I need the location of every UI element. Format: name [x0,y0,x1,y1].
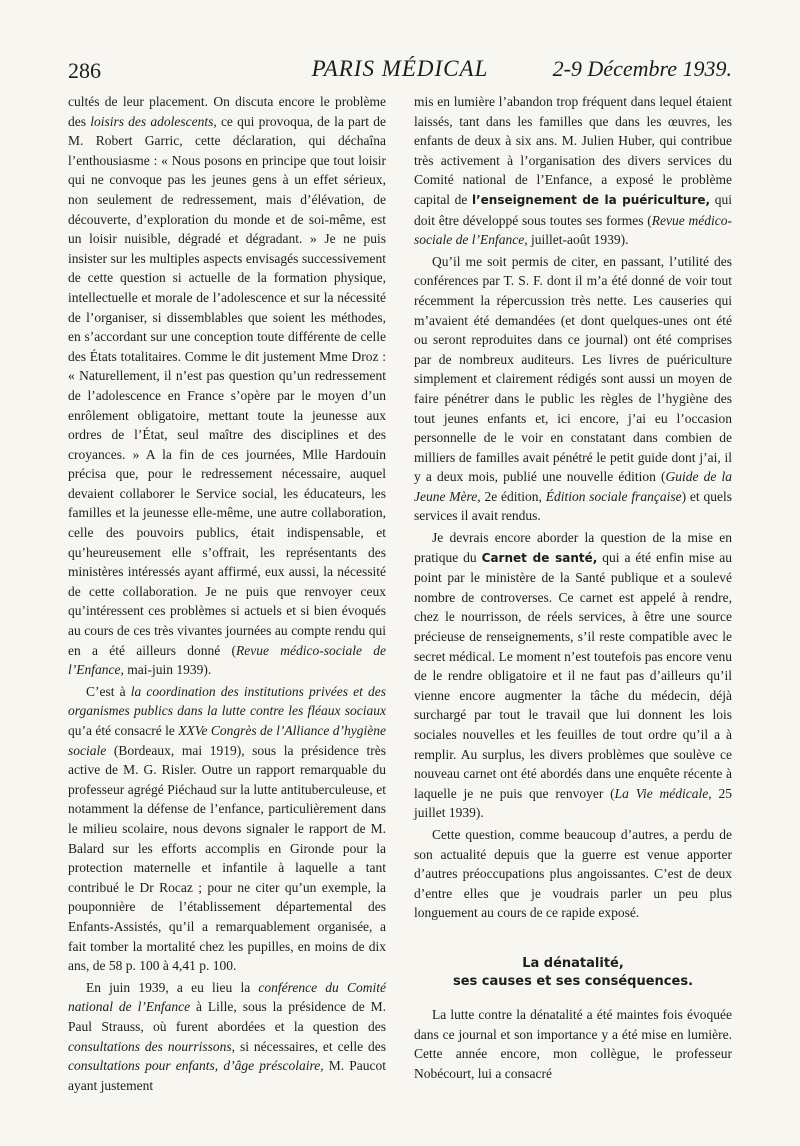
right-column [414,92,732,1083]
italic-run: XXVe Congrès de l’Alliance d’hygiène sociale [68,723,386,758]
page-number: 286 [68,58,101,83]
text-run: C’est à [86,683,131,699]
italic-run: Revue médico-sociale de l’Enfance, [68,642,386,678]
right-paragraph-5: La lutte contre la dénatalité a été maintes fois évoquée dans ce journal et son importance y a été mise en lumière. Cette année encore, mon collègue, le professeur Nobécourt, lui a consacré [414,1006,732,1081]
left-paragraph-1 [68,92,386,680]
bold-run: l’enseignement de la puériculture, [471,192,711,207]
text-run: ce qui provoqua, de la part de M. Robert Garric, cette déclaration, qui déchaîna l’enthousiasme : « Nous posons en principe que tout loisir qui ne convoque pas les jeunes gens à un effet sérieux, non seulement de redressement, mais d’élévation, de découverte, d’exploration du monde et de soi-même, est un loisir nuisible, dégradé et dégradant. » Je ne puis insister sur les multiples aspects envisagés successivement de cette question si actuelle de la formation physique, intellectuelle et morale de l’adolescence et sur la nécessité de l’organiser, si dissemblables que soient les méthodes, en s’accordant sur une conception toute différente de celle des États totalitaires. Comme le dit justement Mme Droz : « Naturellement, il n’est pas question qu’un redressement de l’adolescence en France s’opère par le moyen d’un enrôlement obligatoire, mettant toute la jeunesse aux ordres de l’État, seul maître des disciplines et des croyances. » A la fin de ces journées, Mlle Hardouin précisa que, pour le redressement nécessaire, auquel devaient collaborer le Service social, les éducateurs, les familles et la jeunesse elle-même, une autre collaboration, celle des pouvoirs publics, était indispensable, et qu’heureusement elle s’offrait, les représentants des ministères intéressés ayant affirmé, eux aussi, la nécessité de cette collaboration. Je ne puis que renvoyer ceux qu’intéressent ces problèmes si actuels et si bien évoqués au cours de ces très vivantes journées au compte rendu qui en a été ailleurs donné ( [68,113,386,658]
issue-date: 2-9 Décembre 1939. [552,56,732,81]
text-run: 2e édition, [480,488,546,504]
text-run: Qu’il me soit permis de citer, en passant, l’utilité des conférences par T. S. F. dont il m’a été donné de voir tout récemment la répercussion très nette. Les causeries qui m’avaient été demandées (et dont quelques-unes ont été ou seront reproduites dans ce journal) ont été comprises par de nombreux auditeurs. Les livres de puériculture simplement et clairement rédigés sont aussi un moyen de faire pénétrer dans le public les règles de l’hygiène des tout jeunes enfants et, ici encore, j’ai eu l’occasion personnelle de le voir en constatant dans combien de milliers de familles avait pénétré le petit guide dont j’ai, il y a deux mois, publié une nouvelle édition ( [414,253,732,485]
text-run: mai-juin 1939). [123,662,212,678]
journal-title: PARIS MÉDICAL [311,56,489,81]
running-header [68,56,732,88]
italic-run: La Vie médicale, [614,785,712,801]
right-paragraph-1 [414,92,732,250]
italic-run: consultations pour enfants, d’âge préscolaire, [68,1058,324,1074]
text-run: ) et quels services il avait rendus. [414,488,732,524]
section-heading-line-1: La dénatalité, [522,955,624,971]
italic-run: la coordination des institutions privées et des organismes publics dans la lutte contre les fléaux sociaux [68,683,386,719]
text-run: En juin 1939, a eu lieu la [86,979,259,995]
section-heading [414,955,732,991]
italic-run: Guide de la Jeune Mère, [414,469,732,504]
bold-run: Carnet de santé, [481,550,598,565]
left-paragraph-3 [68,978,386,1096]
right-paragraph-3 [414,528,732,823]
text-run: qu’a été consacré le [68,723,179,738]
left-column [68,92,386,1095]
text-run: si nécessaires, et celle des [235,1038,386,1054]
text-run: qui doit être développé sous toutes ses formes ( [414,191,732,228]
text-run: à Lille, sous la présidence de M. Paul Strauss, où furent abordées et la question des [68,999,386,1034]
right-paragraph-4: Cette question, comme beaucoup d’autres, a perdu de son actualité depuis que la guerre est venue apporter d’autres préoccupations plus angoissantes. C’est de deux d’entre elles que je voudrais parler un peu plus longuement au cours de ce rapide exposé. [414,826,732,921]
right-paragraph-2 [414,252,732,526]
text-run: Je devrais encore aborder la question de la mise en pratique du [414,530,732,565]
section-heading-line-2: ses causes et ses conséquences. [452,973,694,989]
italic-run: Édition sociale française [545,488,682,504]
left-paragraph-2 [68,682,386,976]
text-run: mis en lumière l’abandon trop fréquent dans lequel étaient laissés, tant dans les familles que dans les œuvres, les enfants de deux à six ans. M. Julien Huber, qui contribue très activement à l’organisation des divers services du Comité national de l’Enfance, a exposé le problème capital de [414,94,732,207]
italic-run: loisirs des adolescents, [90,113,217,129]
text-run: 25 juillet 1939). [414,785,732,821]
text-run: cultés de leur placement. On discuta encore le problème des [68,94,386,129]
text-run: M. Paucot ayant justement [68,1058,386,1093]
text-run: (Bordeaux, mai 1919), sous la présidence très active de M. G. Risler. Outre un rapport remarquable du professeur agrégé Piéchaud sur la lutte antituberculeuse, et notamment la défense de l’enfance, particulièrement dans le milieu scolaire, nous devons signaler le rapport de M. Balard sur les efforts accomplis en Gironde pour la protection maternelle et infantile à laquelle a tant contribué le Dr Rocaz ; pour ne citer qu’un exemple, la pouponnière de l’établissement départemental des Enfants-Assistés, qu’il a remarquablement organisée, a fait tomber la mortalité chez les pupilles, en moins de dix ans, de 58 p. 100 à 4,41 p. 100. [68,742,386,974]
text-run: qui a été enfin mise au point par le ministère de la Santé publique et a soulevé nombre de controverses. Ce carnet est appelé à rendre, chez le nourrisson, de réels services, à être une source précieuse de renseignements, s’il reste compatible avec le secret médical. Le moment n’est toutefois pas encore venu de le rendre obligatoire et il ne faut pas d’ailleurs qu’il vienne encore augmenter la tâche du médecin, déjà surchargé par tout le travail que lui donnent les lois sociales nouvelles et les feuilles de tout ordre qu’il a à remplir. Au surplus, les divers problèmes que soulève ce nouveau carnet ont été abordés dans une enquête récente à laquelle je ne puis que renvoyer ( [414,549,732,801]
italic-run: Revue médico-sociale de l’Enfance, [414,212,732,248]
italic-run: consultations des nourrissons, [68,1038,236,1054]
text-run: juillet-août 1939). [527,232,629,248]
italic-run: conférence du Comité national de l’Enfance [68,979,386,1015]
